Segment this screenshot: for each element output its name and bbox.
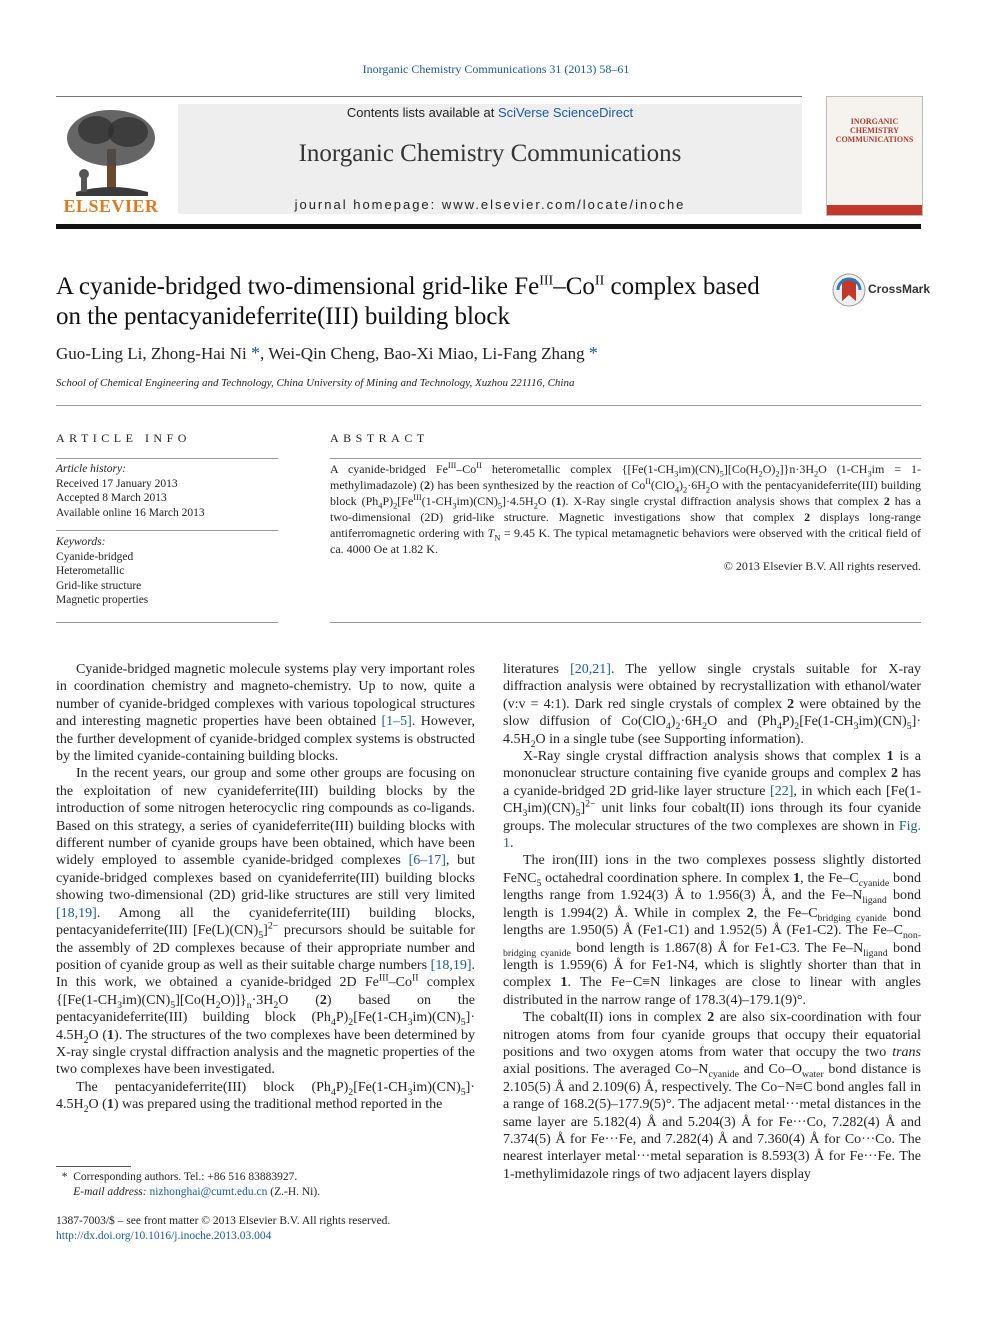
title-text-1: A cyanide-bridged two-dimensional grid-like Fe [56,273,540,300]
email-link[interactable]: nizhonghai@cumt.edu.cn [149,1186,268,1198]
citation-link[interactable]: [6–17] [408,853,446,869]
footnote-rule [56,1166,131,1167]
abstract-heading: ABSTRACT [330,431,429,445]
corresponding-star-1[interactable]: * [251,343,260,363]
crossmark-icon [832,271,866,309]
article-info-rule [56,458,278,459]
header-thick-rule [56,224,921,229]
body-paragraph: The cobalt(II) ions in complex 2 are also six-coordination with four nitrogen atoms from four cyanide groups that occupy their equatorial positions and two oxygen atoms from water that occupy the two trans axial positions. The averaged $Co-N_{cyanide}$ and $Co-O_{water}$ bond distance is 2.105(5) Å and 2.109(6) Å, respectively. The Co−N≡C bond angles fall in a range of 168.2(5)–177.9(5)°. The adjacent metal···metal distances in the same layer are 5.182(4) Å and 5.204(3) Å for Fe···Co, 7.282(4) Å and 7.374(5) Å for Fe···Fe, and 7.282(4) Å and 7.360(4) Å for Co···Co. The nearest interlayer metal···metal separation is 8.593(3) Å for Fe···Fe. The 1-methylimidazole rings of two adjacent layers display [503,1010,921,1182]
citation-link[interactable]: [1–5] [381,714,412,730]
title-line-2: on the pentacyanideferrite(III) building block [56,303,510,330]
article-info-divider [56,530,278,531]
citation-link[interactable]: [20,21] [570,662,611,677]
title-text-2: –Co [553,273,595,300]
online-date: Available online 16 March 2013 [56,506,205,519]
keyword: Heterometallic [56,565,125,577]
title-sup-2: II [594,273,605,289]
sciencedirect-link[interactable]: SciVerse ScienceDirect [497,105,634,120]
affiliation-rule [56,405,921,406]
body-paragraph: In the recent years, our group and some other groups are focusing on the exploitation of new cyanideferrite(III) building blocks by the introduction of some nitrogen heterocyclic ring compounds as co-ligands. Based on this strategy, a series of cyanideferrite(III) building blocks with different number of cyanide groups have been obtained, which have been widely employed to assemble cyanide-bridged complexes [6–17], but cyanide-bridged complexes based on cyanideferrite(III) building blocks showing two-dimensional (2D) grid-like structures are still very limited [18,19]. Among all the cyanideferrite(III) building blocks, pentacyanideferrite(III) $[Fe(L)(CN)_5]^{2-}$ precursors should be suitable for the assembly of 2D complexes because of their appropriate number and position of cyanide group as well as their suitable charge numbers [18,19]. In this work, we obtained a cyanide-bridged 2D $Fe^{III}-Co^{II}$ complex $\{[Fe(1-CH_3im)(CN)_5][Co(H_2O)]\}_n\cdot 3H_2O$ (2) based on the pentacyanideferrite(III) building block $(Ph_4P)_2[Fe(1-CH_3im)(CN)_5]\cdot 4.5H_2O$ (1). The structures of the two complexes have been determined by X-ray single crystal diffraction analysis and the magnetic properties of the two complexes have been investigated. [56,766,475,1078]
abstract-copyright: © 2013 Elsevier B.V. All rights reserved. [723,559,921,573]
received-date: Received 17 January 2013 [56,477,178,490]
journal-cover-thumbnail[interactable] [826,96,923,216]
affiliation: School of Chemical Engineering and Technology, China University of Mining and Technology, Xuzhou 221116, China [56,377,575,389]
corresponding-text: Corresponding authors. Tel.: +86 516 83883927. [73,1171,298,1183]
keyword: Grid-like structure [56,579,142,592]
crossmark-label: CrossMark [868,282,931,296]
article-title [56,272,816,332]
header-top-rule [56,96,802,97]
keywords-label: Keywords: [56,536,106,548]
authors-part-2: , Wei-Qin Cheng, Bao-Xi Miao, Li-Fang Zhang [260,344,585,363]
article-history [56,462,278,520]
email-label: E-mail address: [73,1186,147,1198]
body-paragraph: The iron(III) ions in the two complexes possess slightly distorted FeNC$_5$ octahedral coordination sphere. In complex 1, the $Fe-C_{cyanide}$ bond lengths range from 1.924(3) Å to 1.956(3) Å, and the $Fe-N_{ligand}$ bond length is 1.994(2) Å. While in complex 2, the $Fe-C_{bridging cyanide}$ bond lengths are 1.950(5) Å (Fe1-C1) and 1.952(5) Å (Fe1-C2). The $Fe-C_{non-bridging cyanide}$ bond length is 1.867(8) Å for Fe1-C3. The $Fe-N_{ligand}$ bond length is 1.959(6) Å for Fe1-N4, which is slightly shorter than that in complex 1. The Fe−C≡N linkages are close to linear with angles distributed in the narrow range of 178.3(4)–179.1(9)°. [503,853,921,1008]
elsevier-wordmark: ELSEVIER [63,196,159,216]
body-paragraph: The pentacyanideferrite(III) block $(Ph_4P)_2[Fe(1-CH_3im)(CN)_5]\cdot 4.5H_2O$ (1) was prepared using the traditional method reported in the [56,1079,475,1115]
body-paragraph: Cyanide-bridged magnetic molecule systems play very important roles in coordination chemistry and magneto-chemistry. Up to now, quite a number of cyanide-bridged complexes with various topological structures and interesting magnetic properties have been obtained [1–5]. However, the further development of cyanide-bridged complex systems is obstructed by the limited cyanide-containing building blocks. [56,662,475,765]
history-label: Article history: [56,463,126,475]
doi-link[interactable]: http://dx.doi.org/10.1016/j.inoche.2013.03.004 [56,1230,272,1242]
title-sup-1: III [539,273,554,289]
keyword: Cyanide-bridged [56,550,134,563]
journal-title: Inorganic Chemistry Communications [298,140,682,167]
issn-line: 1387-7003/$ – see front matter © 2013 Elsevier B.V. All rights reserved. [56,1215,391,1227]
abstract-text: A cyanide-bridged $Fe^{III}-Co^{II}$ heterometallic complex $\{[Fe(1-CH_3im)(CN)_5][Co(H_2O)_2]\}n\cdot 3H_2O$ ($1-CH_3im$ = 1-methylimadazole) (2) has been synthesized by the reaction of $Co^{II}(ClO_4)_2\cdot 6H_2O$ with the pentacyanideferrite(III) building block $(Ph_4P)_2[Fe^{III}(1-CH_3im)(CN)_5]\cdot 4.5H_2O$ (1). X-Ray single crystal diffraction analysis shows that complex 2 has a two-dimensional (2D) grid-like structure. Magnetic investigations show that complex 2 displays long-range antiferromagnetic ordering with $T_N = 9.45$ K. The typical metamagnetic behaviors were observed with the critical field of ca. 4000 Oe at 1.82 K. [330,461,922,556]
article-info-bottom-rule [56,622,278,623]
article-info-heading: ARTICLE INFO [56,431,191,445]
accepted-date: Accepted 8 March 2013 [56,492,167,504]
corresponding-star-2[interactable]: * [588,343,598,363]
body-paragraph: literatures [20,21]. The yellow single crystals suitable for X-ray diffraction analysis were obtained by recrystallization with ethanol/water (v:v = 4:1). Dark red single crystals of complex 2 were obtained by the slow diffusion of $Co(ClO_4)_2\cdot 6H_2O$ and $(Ph_4P)_2[Fe(1-CH_3im)(CN)_5]\cdot 4.5H_2O$ in a single tube (see Supporting information). [503,662,922,750]
journal-reference[interactable]: Inorganic Chemistry Communications 31 (2013) 58–61 [362,62,630,76]
body-right-column [503,661,921,1183]
contents-prefix: Contents lists available at [346,105,498,120]
keywords [56,535,278,608]
crossmark-badge[interactable] [832,271,931,309]
figure-link[interactable]: Fig. 1 [503,818,921,852]
abstract-bottom-rule [330,622,921,623]
abstract-rule [330,458,921,459]
citation-link[interactable]: [22] [770,783,794,799]
citation-link[interactable]: [18,19] [56,905,97,921]
body-paragraph: X-Ray single crystal diffraction analysis shows that complex 1 is a mononuclear structure containing five cyanide groups and complex 2 has a cyanide-bridged 2D grid-like layer structure [22], in which each $[Fe(1-CH_3im)(CN)_5]^{2-}$ unit links four cobalt(II) ions through its four cyanide groups. The molecular structures of the two complexes are shown in Fig. 1. [503,749,922,852]
issn-doi-block [56,1214,475,1244]
keyword: Magnetic properties [56,594,149,606]
title-text-3: complex based [604,273,760,300]
authors-part-1: Guo-Ling Li, Zhong-Hai Ni [56,344,247,363]
journal-homepage[interactable]: journal homepage: www.elsevier.com/locate/inoche [294,197,686,212]
contents-line [178,105,802,120]
cover-band [827,205,922,215]
author-list [56,343,598,364]
body-left-column [56,661,475,1114]
email-suffix: (Z.-H. Ni). [267,1186,321,1198]
corresponding-footnote: * Corresponding authors. Tel.: +86 516 83883927. E-mail address: nizhonghai@cumt.edu.cn (Z.-H. Ni). [56,1171,321,1198]
citation-link[interactable]: [18,19] [430,957,472,973]
cover-title: INORGANIC CHEMISTRY COMMUNICATIONS [835,117,914,144]
